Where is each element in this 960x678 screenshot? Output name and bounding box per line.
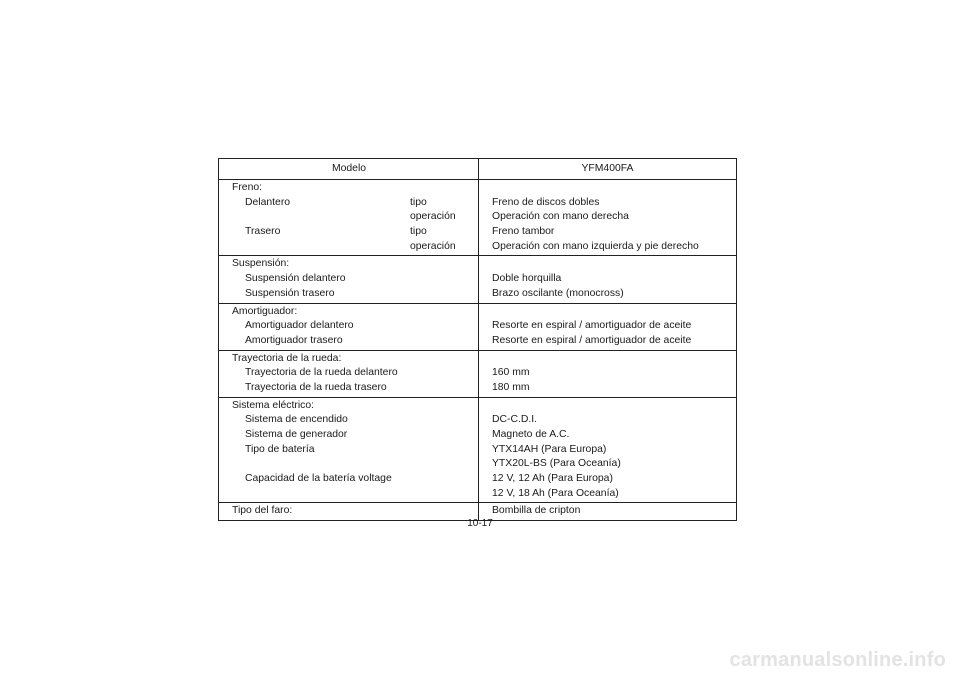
table-row [219, 381, 736, 396]
table-row [219, 196, 736, 211]
row-value: Operación con mano derecha [492, 211, 629, 223]
section-title-row [219, 257, 736, 272]
row-label: Delantero [245, 196, 291, 208]
row-label: Suspensión delantero [245, 273, 346, 285]
row-value: Resorte en espiral / amortiguador de aceite [492, 320, 692, 332]
section-shock-absorber [219, 304, 736, 351]
row-subtype: tipo [410, 226, 427, 238]
section-title-row [219, 399, 736, 414]
row-label: Amortiguador delantero [245, 320, 354, 332]
row-label: Tipo de batería [245, 443, 315, 455]
section-wheel-travel [219, 351, 736, 398]
section-electrical [219, 398, 736, 504]
table-row [219, 287, 736, 302]
spec-table [218, 158, 737, 521]
row-value: Bombilla de cripton [492, 505, 581, 517]
section-suspension [219, 256, 736, 303]
row-value: Operación con mano izquierda y pie derecho [492, 240, 699, 252]
row-value: Freno tambor [492, 226, 555, 238]
row-label: Capacidad de la batería voltage [245, 473, 392, 485]
table-row [219, 334, 736, 349]
table-row [219, 210, 736, 225]
page-number: 10-17 [467, 518, 493, 529]
table-row [219, 240, 736, 255]
section-title: Amortiguador: [232, 305, 298, 317]
section-title: Freno: [232, 182, 263, 193]
row-value: Brazo oscilante (monocross) [492, 287, 624, 299]
section-title: Sistema eléctrico: [232, 399, 314, 411]
row-value: Freno de discos dobles [492, 196, 600, 208]
table-header [219, 159, 736, 180]
row-value: 12 V, 18 Ah (Para Oceanía) [492, 487, 619, 499]
header-model-label: Modelo [331, 163, 367, 174]
row-label: Sistema de generador [245, 429, 348, 440]
row-subtype: tipo [410, 196, 427, 208]
row-value: 12 V, 12 Ah (Para Europa) [492, 473, 613, 485]
section-title-row [219, 305, 736, 320]
table-row [219, 225, 736, 240]
row-value: Magneto de A.C. [492, 429, 570, 440]
row-label: Trayectoria de la rueda delantero [245, 367, 398, 379]
row-label: Trayectoria de la rueda trasero [245, 381, 387, 393]
section-title-row [219, 181, 736, 196]
table-row [219, 472, 736, 487]
row-value: DC-C.D.I. [492, 414, 538, 426]
table-row [219, 366, 736, 381]
row-label: Amortiguador trasero [245, 334, 343, 346]
table-row [219, 457, 736, 472]
row-label: Trasero [245, 226, 281, 238]
section-title: Trayectoria de la rueda: [232, 352, 342, 364]
row-value: Resorte en espiral / amortiguador de aceite [492, 334, 692, 346]
row-value: YTX14AH (Para Europa) [492, 443, 607, 455]
row-subtype: operación [410, 240, 456, 252]
table-row [219, 487, 736, 502]
section-title: Suspensión: [232, 258, 290, 270]
row-value: 180 mm [492, 381, 530, 393]
row-label: Suspensión trasero [245, 287, 335, 299]
table-row [219, 319, 736, 334]
row-subtype: operación [410, 211, 456, 223]
table-row [219, 413, 736, 428]
table-row [219, 443, 736, 458]
row-value: Doble horquilla [492, 273, 562, 285]
section-title-row [219, 504, 736, 519]
row-label: Sistema de encendido [245, 414, 348, 426]
section-title: Tipo del faro: [232, 505, 293, 517]
header-model-value: YFM400FA [581, 163, 634, 174]
row-value: YTX20L-BS (Para Oceanía) [492, 458, 621, 470]
section-brakes [219, 180, 736, 256]
section-title-row [219, 352, 736, 367]
table-row [219, 272, 736, 287]
table-row [219, 428, 736, 443]
row-value: 160 mm [492, 367, 530, 379]
watermark: carmanualsonline.info [729, 649, 946, 671]
